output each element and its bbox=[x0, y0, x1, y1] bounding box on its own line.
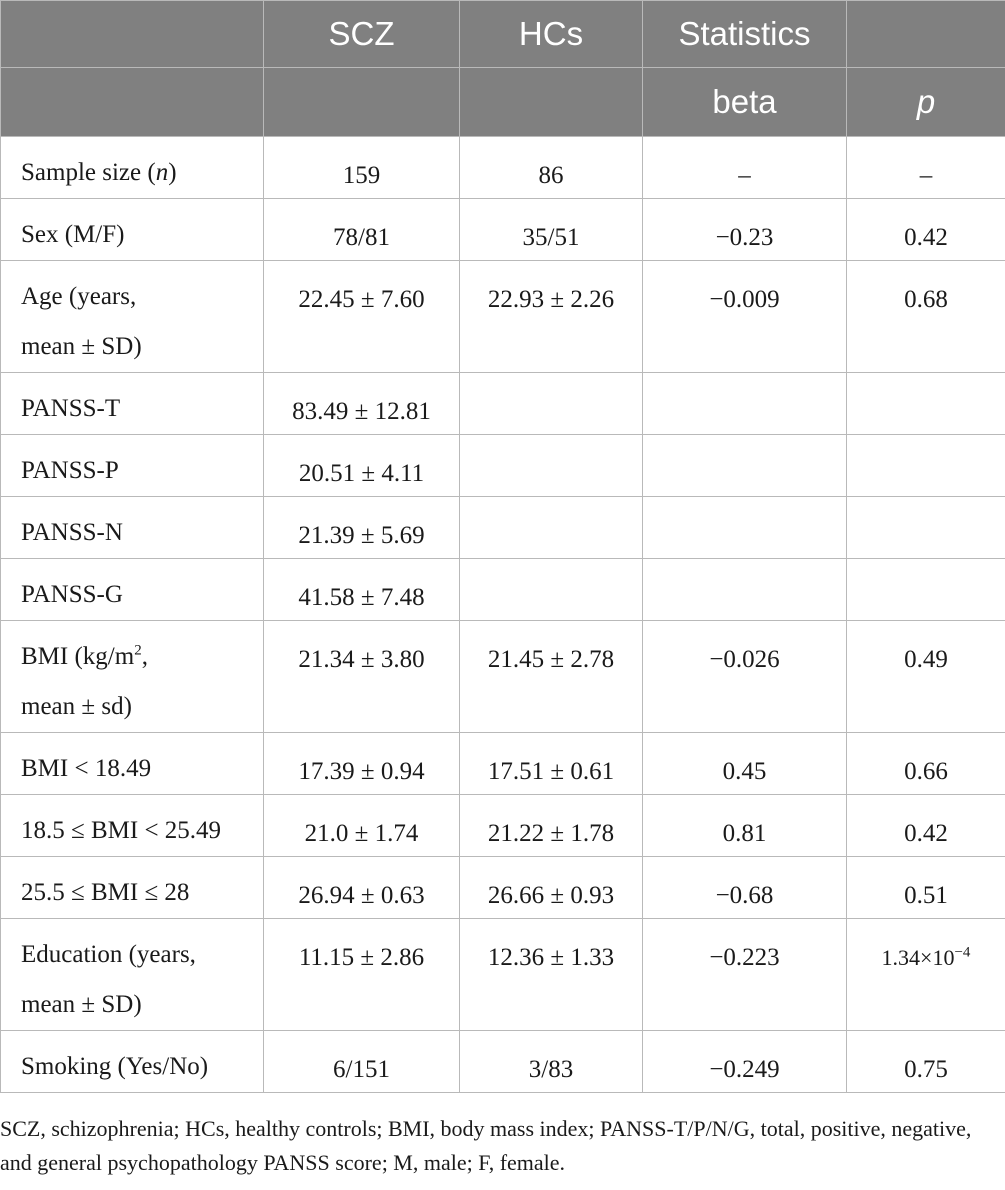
row-label: PANSS-T bbox=[1, 373, 264, 435]
row-label: 25.5 ≤ BMI ≤ 28 bbox=[1, 857, 264, 919]
table-row bbox=[1, 559, 1005, 621]
table-footnote: SCZ, schizophrenia; HCs, healthy controls; BMI, body mass index; PANSS-T/P/N/G, total, positive, negative, and general psychopathology PANSS score; M, male; F, female. bbox=[0, 1116, 972, 1175]
row-label: Sample size (n) bbox=[1, 137, 264, 199]
scz-value: 21.0 ± 1.74 bbox=[264, 795, 460, 857]
hcs-value: 12.36 ± 1.33 bbox=[460, 919, 643, 1031]
beta-value: −0.23 bbox=[643, 199, 847, 261]
table-row bbox=[1, 261, 1005, 373]
hcs-value: 3/83 bbox=[460, 1031, 643, 1093]
table-row bbox=[1, 497, 1005, 559]
table-row bbox=[1, 919, 1005, 1031]
table-row bbox=[1, 795, 1005, 857]
p-value: 0.66 bbox=[847, 733, 1005, 795]
row-label: Sex (M/F) bbox=[1, 199, 264, 261]
header-hcs: HCs bbox=[460, 1, 643, 68]
header-empty-cell bbox=[847, 1, 1005, 68]
p-value: $1.34\times 10^{-4}$ bbox=[847, 919, 1005, 1031]
header-row-1 bbox=[1, 1, 1005, 68]
scz-value: 78/81 bbox=[264, 199, 460, 261]
p-value: 0.68 bbox=[847, 261, 1005, 373]
beta-value bbox=[643, 559, 847, 621]
scz-value: 41.58 ± 7.48 bbox=[264, 559, 460, 621]
hcs-value: 17.51 ± 0.61 bbox=[460, 733, 643, 795]
header-empty-cell bbox=[1, 68, 264, 137]
hcs-value bbox=[460, 497, 643, 559]
hcs-value: 35/51 bbox=[460, 199, 643, 261]
hcs-value bbox=[460, 373, 643, 435]
row-label: 18.5 ≤ BMI < 25.49 bbox=[1, 795, 264, 857]
hcs-value: 21.45 ± 2.78 bbox=[460, 621, 643, 733]
beta-value: 0.81 bbox=[643, 795, 847, 857]
scz-value: 6/151 bbox=[264, 1031, 460, 1093]
header-row-2 bbox=[1, 68, 1005, 137]
p-value bbox=[847, 497, 1005, 559]
p-value: 0.75 bbox=[847, 1031, 1005, 1093]
p-value bbox=[847, 373, 1005, 435]
scz-value: 21.39 ± 5.69 bbox=[264, 497, 460, 559]
beta-value: −0.68 bbox=[643, 857, 847, 919]
row-label: Smoking (Yes/No) bbox=[1, 1031, 264, 1093]
row-label: Age (years, mean ± SD) bbox=[1, 261, 264, 373]
header-empty-cell bbox=[264, 68, 460, 137]
row-label: PANSS-N bbox=[1, 497, 264, 559]
p-value: – bbox=[847, 137, 1005, 199]
row-label: Education (years, mean ± SD) bbox=[1, 919, 264, 1031]
row-label: BMI ($kg/m^2$, mean ± sd) bbox=[1, 621, 264, 733]
table-row bbox=[1, 733, 1005, 795]
beta-value: 0.45 bbox=[643, 733, 847, 795]
beta-value bbox=[643, 435, 847, 497]
p-value: 0.42 bbox=[847, 199, 1005, 261]
scz-value: 17.39 ± 0.94 bbox=[264, 733, 460, 795]
scz-value: 26.94 ± 0.63 bbox=[264, 857, 460, 919]
beta-value bbox=[643, 497, 847, 559]
hcs-value: 21.22 ± 1.78 bbox=[460, 795, 643, 857]
hcs-value bbox=[460, 435, 643, 497]
beta-value: −0.223 bbox=[643, 919, 847, 1031]
p-value bbox=[847, 435, 1005, 497]
header-empty-cell bbox=[1, 1, 264, 68]
beta-value bbox=[643, 373, 847, 435]
table-row bbox=[1, 435, 1005, 497]
header-scz: SCZ bbox=[264, 1, 460, 68]
beta-value: – bbox=[643, 137, 847, 199]
table-row bbox=[1, 621, 1005, 733]
table-row bbox=[1, 199, 1005, 261]
scz-value: 20.51 ± 4.11 bbox=[264, 435, 460, 497]
scz-value: 21.34 ± 3.80 bbox=[264, 621, 460, 733]
scz-value: 22.45 ± 7.60 bbox=[264, 261, 460, 373]
table-row bbox=[1, 857, 1005, 919]
hcs-value: 22.93 ± 2.26 bbox=[460, 261, 643, 373]
p-value: 0.51 bbox=[847, 857, 1005, 919]
p-value bbox=[847, 559, 1005, 621]
beta-value: −0.009 bbox=[643, 261, 847, 373]
table-row bbox=[1, 1031, 1005, 1093]
hcs-value: 26.66 ± 0.93 bbox=[460, 857, 643, 919]
scz-value: 83.49 ± 12.81 bbox=[264, 373, 460, 435]
header-p: p bbox=[847, 68, 1005, 137]
scz-value: 11.15 ± 2.86 bbox=[264, 919, 460, 1031]
row-label: PANSS-P bbox=[1, 435, 264, 497]
p-value: 0.49 bbox=[847, 621, 1005, 733]
header-empty-cell bbox=[460, 68, 643, 137]
p-value: 0.42 bbox=[847, 795, 1005, 857]
hcs-value bbox=[460, 559, 643, 621]
beta-value: −0.026 bbox=[643, 621, 847, 733]
scz-value: 159 bbox=[264, 137, 460, 199]
table-row bbox=[1, 373, 1005, 435]
hcs-value: 86 bbox=[460, 137, 643, 199]
header-beta: beta bbox=[643, 68, 847, 137]
table-row bbox=[1, 137, 1005, 199]
row-label: PANSS-G bbox=[1, 559, 264, 621]
row-label: BMI < 18.49 bbox=[1, 733, 264, 795]
header-statistics: Statistics bbox=[643, 1, 847, 68]
beta-value: −0.249 bbox=[643, 1031, 847, 1093]
